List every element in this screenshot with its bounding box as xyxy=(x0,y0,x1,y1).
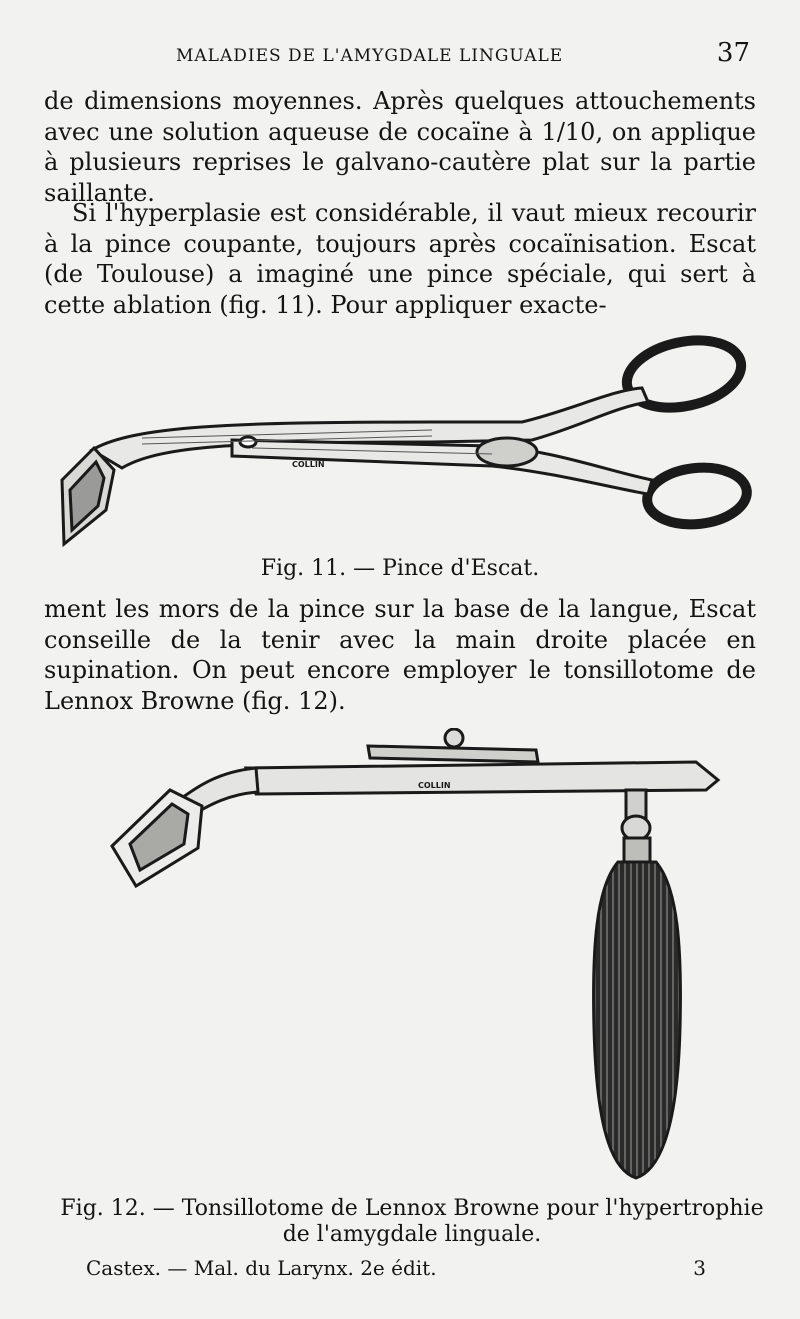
maker-mark: COLLIN xyxy=(292,460,325,469)
running-head xyxy=(44,38,756,72)
footer-imprint: Castex. — Mal. du Larynx. 2e édit. xyxy=(86,1256,437,1280)
page-footer xyxy=(86,1256,706,1280)
lower-finger-ring xyxy=(644,463,749,529)
page-number: 37 xyxy=(716,38,750,68)
paragraph-pince-part2 xyxy=(44,594,756,716)
paragraph-text: Si l'hyperplasie est considérable, il vaut mieux recourir à la pince coupante, toujours après cocaïnisation. Escat (de Toulouse) a imaginé une pince spéciale, qui sert à cette ablation (fig. 11). Pour appliquer exacte- xyxy=(44,199,756,319)
paragraph-continuation: de dimensions moyennes. Après quelques attouchements avec une solution aqueuse de cocaïne à 1/10, on applique à plusieurs reprises le galvano-cautère plat sur la partie saillante. xyxy=(44,87,756,207)
figure-tonsillotome xyxy=(106,728,736,1188)
maker-mark: COLLIN xyxy=(418,781,451,790)
paragraph-pince-part1 xyxy=(44,198,756,320)
figure-pince-escat xyxy=(52,330,758,558)
paragraph-text: ment les mors de la pince sur la base de la langue, Escat conseille de la tenir avec la main droite placée en supination. On peut encore employer le tonsillotome de Lennox Browne (fig. 12). xyxy=(44,595,756,715)
ribbed-handle xyxy=(594,862,681,1178)
running-title: MALADIES DE L'AMYGDALE LINGUALE xyxy=(176,46,564,66)
hinge xyxy=(477,438,537,466)
slider-knob xyxy=(445,729,463,747)
figure-12-caption: Fig. 12. — Tonsillotome de Lennox Browne pour l'hypertrophie de l'amygdale linguale. xyxy=(60,1196,764,1247)
pivot-screw xyxy=(240,437,256,447)
figure-11-caption: Fig. 11. — Pince d'Escat. xyxy=(260,556,540,581)
signature-mark: 3 xyxy=(693,1256,706,1280)
